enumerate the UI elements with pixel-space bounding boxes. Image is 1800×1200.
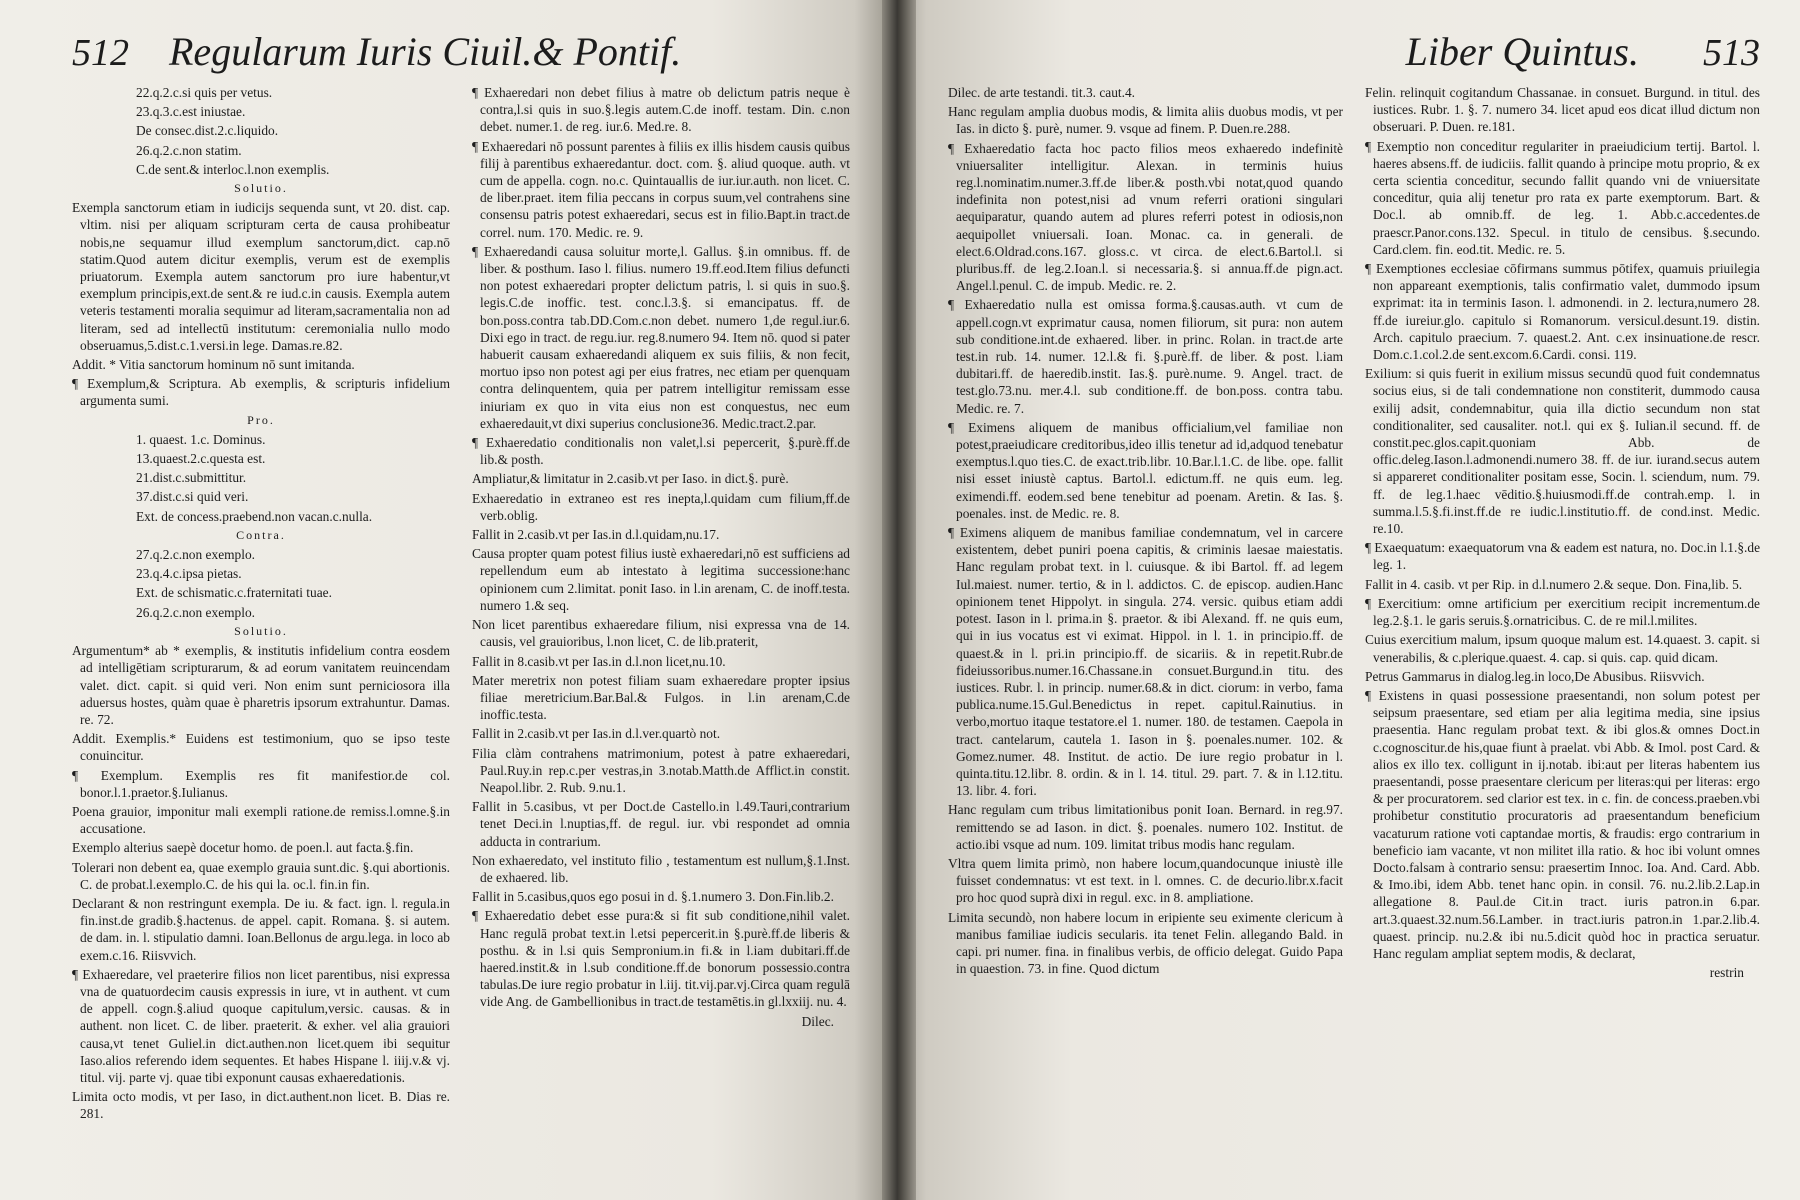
text-paragraph: restrin bbox=[1709, 965, 1744, 981]
text-paragraph: Dilec. de arte testandi. tit.3. caut.4. bbox=[948, 85, 1136, 100]
text-paragraph: Argumentum* ab * exemplis, & institutis infidelium contra eosdem ad intelligētiam scripturarum, & ad eorum vanitatem reuincendam valet. dict. capit. si quid veri. Non enim sunt perniciosora illa aduersus hostes, quàm quae è pharetris ipsorum extrahuntur. Damas. re. 72. bbox=[72, 643, 450, 727]
text-paragraph: Mater meretrix non potest filiam suam exhaeredare propter ipsius filiae meretricium.Bar.Bal.& Fulgos. in l.in arenam,C.de inoffic.testa. bbox=[472, 672, 850, 723]
text-paragraph: ¶ Exemplum. Exemplis res fit manifestior.de col. bonor.l.1.praetor.§.Iulianus. bbox=[72, 767, 450, 800]
text-paragraph: Poena grauior, imponitur mali exempli ratione.de remiss.l.omne.§.in accusatione. bbox=[72, 803, 450, 837]
text-paragraph: ¶ Eximens aliquem de manibus familiae condemnatum, vel in carcere existentem, debet puniri poena capitis, & criminis laesae maiestatis. Hanc regulam probat text. in l. cuiusque. & ibi Bartol. ff. ad legem Iul.maiest. numer. tertio, & in l. addictos. C. de episcop. audien.Hanc opinionem tenet Hippolyt. in singula. 274. versic. quibus etiam addi potest. Iason in l. prima.in §. praetor. & ibi Alexand. ff. ne quis eum, qui in ius vocatus est vi eximat. Hippol. in l. 1. in principio.ff. de quaest.& in l. pri.in principio.ff. de sicariis. & in repetit.Rubr.de fideiussoribus.numer.16.Chassane.in consuet.Burgund.in titu. des iustices. Rubr. l. in princip. numer.68.& in dict. ciorum: in verbo, fama publica.nume.15.Gul.Benedictus in repet. capitul.Rainutius. in verbo,mortuo itaque testatore.el 1. numer. 180. de testamen. Caepola in tract. cantelarum, cautela 1. Iason in §. poenales.numer. 102. & Gomez.numer. 48. Institut. de actio. De iure regio probatur in l. quinta.titu.12.libr. 8. ordin. & in l. 14. titul. 29. part. 7. & in l.12.titu. 13. libr. 4. fori. bbox=[948, 525, 1343, 799]
text-paragraph: 26.q.2.c.non exemplo. bbox=[136, 604, 256, 620]
text-paragraph: ¶ Exercitium: omne artificium per exercitium recipit incrementum.de leg.2.§.1. le garis seruis.§.ornatricibus. C. de re mil.l.milites. bbox=[1365, 595, 1760, 629]
left-page-header bbox=[72, 28, 850, 84]
text-paragraph: Tolerari non debent ea, quae exemplo grauia sunt.dic. §.qui abortionis. C. de probat.l.exemplo.C. de his qui la. oc.l. fin.in fin. bbox=[72, 859, 450, 892]
text-paragraph: Limita secundò, non habere locum in eripiente seu eximente clericum à manibus familiae iudicis secularis. ita tenet Felin. allegando Bald. in capi. pri numer. fina. in finalibus verbis, de officio delegat. Guido Papa in quaestion. 73. in fine. Quod dictum bbox=[948, 909, 1343, 977]
text-paragraph: Petrus Gammarus in dialog.leg.in loco,De Abusibus. Riisvvich. bbox=[1365, 668, 1705, 684]
text-paragraph: Contra. bbox=[236, 527, 286, 542]
right-column-2 bbox=[1365, 84, 1760, 1164]
text-paragraph: Exilium: si quis fuerit in exilium missus secundū quod fuit condemnatus socius eius, si de tali condemnatione non constiterit, dummodo causa exilij adsit, condemnabitur, quia illa dictio secundum non stat conditionaliter, sed causaliter. not.l. qui ex §. Iulian.il secund. ff. de constit.pec.glos.capit.quoniam Abb. de offic.deleg.Iason.l.admonendi.numero 38. ff. de iur. iurand.secus autem si appareret conditionaliter positam esse, Socin. l. sciendum, num. 79. ff. de leg.1.haec vēditio.§.huiusmodi.ff.de contrah.emp. l. in summa.l.5.§.fi.inst.ff.de re iudic.l.institutio.ff. de cond.inst. Medic. re.10. bbox=[1365, 366, 1760, 537]
text-paragraph: ¶ Eximens aliquem de manibus officialium,vel familiae non potest,praeiudicare creditoribus,ideo illis tenetur ad id,adquod tenebatur exemptus.l.quo ties.C. de exact.trib.libr. 10.Bar.l.1.C. de libe. ope. fallit nisi esset iniustè captus. Bartol.l. edictum.ff. ne quis eum. leg. eximendi.ff. eodem.sed bene tenebitur ad poenam. Aretin. & Ias. §. poenales. inst. de Medic. re. 8. bbox=[948, 419, 1343, 521]
text-paragraph: 1. quaest. 1.c. Dominus. bbox=[136, 431, 266, 447]
text-paragraph: Exemplo alterius saepè docetur homo. de poen.l. aut facta.§.fin. bbox=[72, 840, 414, 856]
text-paragraph: Hanc regulam cum tribus limitationibus ponit Ioan. Bernard. in reg.97. remittendo se ad Iason. in dict. §. poenales. numero 102. Institut. de actio.ibi vsque ad num. 109. limitat tribus modis hanc regulam. bbox=[948, 802, 1343, 852]
text-paragraph: 23.q.4.c.ipsa pietas. bbox=[136, 566, 242, 582]
text-paragraph: 13.quaest.2.c.questa est. bbox=[136, 451, 266, 467]
text-paragraph: 21.dist.c.submittitur. bbox=[136, 470, 247, 486]
text-paragraph: ¶ Exhaeredandi causa soluitur morte,l. Gallus. §.in omnibus. ff. de liber. & posthum. Iaso l. filius. numero 19.ff.eod.Item filius defuncti non potest exhaeredari propter delictum patris, l. si quis in suo.§. legis.C.de inoffic. test. conc.l.3.§. si emancipatus. ff. de bon.poss.contra tab.DD.Com.c.non debet. numero 1,de regul.iur.6. Dixi ego in tract. de regu.iur. reg.8.numero 94. Item nō. quod si pater habuerit causam exhaeredandi aliquem ex suis filiis, & non fecit, mortuo ipso non potest agi per eius fratres, nec etiam per quenquam contra delinquentem, quia per patrem intelligitur remissam esse iniuriam ex quo in vita eius non est conquestus, nec eum exhaeredauit,vt dixi superius conclusione36. Medic.tract.2.par. bbox=[472, 243, 850, 431]
text-paragraph: Fallit in 5.casibus,quos ego posui in d. §.1.numero 3. Don.Fin.lib.2. bbox=[472, 889, 834, 905]
left-column-1 bbox=[72, 84, 450, 1164]
text-paragraph: Ampliatur,& limitatur in 2.casib.vt per Iaso. in dict.§. purè. bbox=[472, 471, 789, 487]
text-paragraph: Addit. Exemplis.* Euidens est testimonium, quo se ipso teste conuincitur. bbox=[72, 731, 450, 764]
text-paragraph: Fallit in 4. casib. vt per Rip. in d.l.numero 2.& seque. Don. Fina,lib. 5. bbox=[1365, 576, 1743, 592]
text-paragraph: ¶ Exhaeredari non debet filius à matre ob delictum patris neque è contra,l.si quis in suo.§.legis autem.C.de inoff. testam. Din. c.non debet. numer.1. de reg. iur.6. Med.re. 8. bbox=[472, 85, 850, 135]
left-page bbox=[0, 0, 890, 1200]
text-paragraph: Solutio. bbox=[234, 623, 288, 638]
text-paragraph: 22.q.2.c.si quis per vetus. bbox=[136, 85, 273, 100]
text-paragraph: Ext. de concess.praebend.non vacan.c.nulla. bbox=[136, 508, 373, 524]
text-paragraph: ¶ Exemptio non conceditur regulariter in praeiudicium tertij. Bartol. l. haeres absens.ff. de iudiciis. fallit quando à principe motu proprio, & ex certa scientia conceditur, secundo fallit quando vni de vniuersitate conceditur, quia alij tenetur pro rata ex parte exemptorum. Bart. & Doc.l. ab omnib.ff. de leg. 1. Abb.c.accedentes.de praescr.Panor.cons.132. Specul. in titulo de censibus. §.secundo. Card.clem. fin. eod.tit. Medic. re. 5. bbox=[1365, 138, 1760, 257]
text-paragraph: Filia clàm contrahens matrimonium, potest à patre exhaeredari, Paul.Ruy.in rep.c.per vestras,in 3.notab.Matth.de Afflict.in constit. Neapol.libr. 2. Rub. 9.nu.1. bbox=[472, 745, 850, 795]
text-paragraph: ¶ Exhaeredatio conditionalis non valet,l.si pepercerit, §.purè.ff.de lib.& posth. bbox=[472, 435, 850, 468]
text-paragraph: Non licet parentibus exhaeredare filium, nisi expressa vna de 14. causis, vel grauioribus, l.non licet, C. de lib.praterit, bbox=[472, 617, 850, 650]
text-paragraph: Fallit in 8.casib.vt per Ias.in d.l.non licet,nu.10. bbox=[472, 653, 726, 669]
text-paragraph: ¶ Exhaeredatio nulla est omissa forma.§.causas.auth. vt cum de appell.cogn.vt exprimatur causa, nomen filiorum, sit pura: non autem sub conditione.int.de exhaered. liber. in princ. Rolan. in tract.de arte test.in rub. 14. numer. 12.l.& fi. §.purè.ff. de liber. & post. l.iam dubitari.ff. de haeredib.instit. Ias.§. purè.nume. 9. Angel. tract. de test.glo.73.nu. mer.4.l. sub conditione.ff. de bon.poss. contra tabu. Medic. re. 7. bbox=[948, 297, 1343, 416]
running-head: Regularum Iuris Ciuil.& Pontif. bbox=[169, 29, 682, 74]
text-paragraph: Hanc regulam amplia duobus modis, & limita aliis duobus modis, vt per Ias. in dicto §. purè, numer. 9. vsque ad finem. P. Duen.re.288. bbox=[948, 104, 1343, 137]
text-paragraph: Fallit in 2.casib.vt per Ias.in d.l.quidam,nu.17. bbox=[472, 527, 720, 543]
text-paragraph: Solutio. bbox=[234, 181, 288, 196]
text-paragraph: 23.q.3.c.est iniustae. bbox=[136, 104, 246, 120]
right-page-header bbox=[948, 28, 1760, 84]
running-head: Liber Quintus. bbox=[1405, 29, 1639, 74]
right-page bbox=[890, 0, 1800, 1200]
text-paragraph: C.de sent.& interloc.l.non exemplis. bbox=[136, 161, 330, 177]
text-paragraph: ¶ Exhaeredari nō possunt parentes à filiis ex illis hisdem causis quibus filij à parentibus exhaeredantur. doct. com. §. aliud quoque. auth. vt cum de appella. cogn. no.c. Quintauallis de iur.iur.auth. non licet. C. de liber.praet. item filia peccans in corpus suum,vel contrahens sine consensu patris potest exhaeredari, secus est in filio.Bapt.in tract.de correl. num. 170. Medic. re. 9. bbox=[472, 138, 850, 240]
text-paragraph: Declarant & non restringunt exempla. De iu. & fact. ign. l. regula.in fin.inst.de gradib.§.hactenus. de appel. capit. Romana. §. si autem. de dam. in. l. stipulatio damni. Ioan.Bellonus de argu.lega. in loco ab exem.c.16. Riisvvich. bbox=[72, 895, 450, 963]
text-paragraph: 27.q.2.c.non exemplo. bbox=[136, 547, 256, 563]
page-number: 513 bbox=[1703, 32, 1760, 74]
text-paragraph: Causa propter quam potest filius iustè exhaeredari,nō est sufficiens ad repellendum eum ab intestato à legitima successione:hanc opinionem cum 2.limitat. ponit Iaso. in l.in arenam, C. de inoff.testa. numero 1.& seq. bbox=[472, 546, 850, 613]
left-column-2 bbox=[472, 84, 850, 1164]
page-number: 512 bbox=[72, 32, 129, 74]
text-paragraph: ¶ Exemplum,& Scriptura. Ab exemplis, & scripturis infidelium argumenta sumi. bbox=[72, 376, 450, 409]
text-paragraph: Dilec. bbox=[801, 1013, 834, 1029]
text-paragraph: De consec.dist.2.c.liquido. bbox=[136, 123, 279, 139]
text-paragraph: Non exhaeredato, vel instituto filio , testamentum est nullum,§.1.Inst. de exhaered. lib. bbox=[472, 852, 850, 885]
text-paragraph: Cuius exercitium malum, ipsum quoque malum est. 14.quaest. 3. capit. si venerabilis, & c.plerique.quaest. 4. cap. si quis. cap. quid dicam. bbox=[1365, 632, 1760, 665]
text-paragraph: Limita octo modis, vt per Iaso, in dict.authent.non licet. B. Dias re. 281. bbox=[72, 1089, 450, 1122]
text-paragraph: 26.q.2.c.non statim. bbox=[136, 142, 242, 158]
text-paragraph: ¶ Exemptiones ecclesiae cōfirmans summus pōtifex, quamuis priuilegia non appareant exemptionis, talis confirmatio valet, dummodo ipsum exprimat: ita in terminis Iason. l. admonendi. in 2. lectura,numero 28. ff.de iureiur.glo. capitulo si Romanorum. versicul.desunt.19. distin. Arch. capitulo praecium. 7. quaest.2. Ant. c.ex insinuatione.de rescr. Dom.c.1.col.2.de sent.excom.6.Cardi. consi. 119. bbox=[1365, 261, 1760, 363]
text-paragraph: ¶ Exhaeredare, vel praeterire filios non licet parentibus, nisi expressa vna de quatuordecim causis expressis in iure, vt in authent. vt cum de appell. cogn.§.aliud quoque capitulum,versic. causas. & in authent. non licet. C. de liber. praeterit. & exher. vel alia grauiori causa,vt tenet Guliel.in dict.authen.non licet.quem ibi sequitur Iaso.alios referendo idem sequentes. Et habes Hispane l. iiij.v.& vj. titul. vij. parte vj. quae tibi exponunt causas exhaeredationis. bbox=[72, 966, 450, 1085]
text-paragraph: Addit. * Vitia sanctorum hominum nō sunt imitanda. bbox=[72, 357, 355, 373]
text-paragraph: 37.dist.c.si quid veri. bbox=[136, 489, 249, 505]
book-gutter bbox=[882, 0, 916, 1200]
text-paragraph: ¶ Exaequatum: exaequatorum vna & eadem est natura, no. Doc.in l.1.§.de leg. 1. bbox=[1365, 540, 1760, 573]
text-paragraph: ¶ Existens in quasi possessione praesentandi, non solum potest per seipsum praesentare, sed etiam per alia legitima media, sine ipsius praesentia. Hanc regulam probat text. & ibi glos.& omnes Doct.in c.cognoscitur.de his,quae fiunt à praelat. vbi Abb. & Imol. post Card. & alios ex illo tex. colligunt in ij.notab. ibi:aut per literas habentem ius praesentandi, posse praesentare clericum per literas:qui per literas: ergo & per procuratorem. sed clarior est tex. in c. fin. de concess.praeben.vbi prohibetur constitutio procuratoris ad praesentandum beneficium vacaturum ratione voti captandae mortis, & fraudis: ergo contrarium in beneficio iam vacante, vt non militet illa ratio. & hoc ibi volunt omnes Docto.falsam à contrario sensu: praesertim Innoc. Ioa. And. Card. Abb. & Imo.ibi, idem Abb. tenet hanc opin. in consil. 76. nu.2.lib.2.Lap.in allegatione 8. Paul.de Cit.in tract. iuris patron.in 6.par. art.3.quaest.32.num.56.Lamber. in tract.iuris patron.in 1.par.2.lib.4. quaest. princip. nu.2.& ibi nu.5.dicit quòd hoc in practica seruatur. Hanc regulam ampliat septem modis, & declarat, bbox=[1365, 687, 1760, 961]
text-paragraph: Exhaeredatio in extraneo est res inepta,l.quidam cum filium,ff.de verb.oblig. bbox=[472, 490, 850, 523]
text-paragraph: Ext. de schismatic.c.fraternitati tuae. bbox=[136, 585, 332, 601]
text-paragraph: Fallit in 5.casibus, vt per Doct.de Castello.in l.49.Tauri,contrarium tenet Deci.in l.nuptias,ff. de regul. iur. vbi respondet ad omnia adducta in contrarium. bbox=[472, 799, 850, 849]
text-paragraph: Pro. bbox=[247, 412, 275, 427]
text-paragraph: Fallit in 2.casib.vt per Ias.in d.l.ver.quartò not. bbox=[472, 726, 721, 742]
text-paragraph: Felin. relinquit cogitandum Chassanae. in consuet. Burgund. in titul. des iustices. Rubr. 1. §. 7. numero 34. licet apud eos dicat illud dictum non obseruari. P. Duen. re.181. bbox=[1365, 85, 1760, 135]
text-paragraph: ¶ Exhaeredatio facta hoc pacto filios meos exhaeredo indefinitè vniuersaliter intelligitur. Alexan. in terminis huius reg.l.nominatim.numer.3.ff.de liber.& posth.vbi notat,quod quando indefinita non potest,nisi ad vnum referri orationi singulari aequiparatur, quando autem ad plures referri potest in odiosis,non aequipollet vniuersali. Ioan. Monac. ca. in generali. de elect.6.Oldrad.cons.167. gloss.c. vt circa. de elect.6.Bartol.l. si pluribus.ff. de leg.2.Ioan.l. si necessaria.§. si annua.ff.de pign.act. Angel.l.penul. C. de impub. Medic. re. 2. bbox=[948, 140, 1343, 294]
text-paragraph: ¶ Exhaeredatio debet esse pura:& si fit sub conditione,nihil valet. Hanc regulā probat text.in l.etsi pepercerit.in §.purè.ff.de liberis & posthu. & in l.si quis Sempronium.in fi.& in l.iam dubitari.ff.de haered.instit.& in l.sub conditione.ff.de bonorum possessio.contra tabulas.De iure regio probatur in l.iij. tit.vij.par.vj.Circa quam regulā vide Ang. de Gambellionibus in tract.de testamētis.in gl.lxxiij. nu. 4. bbox=[472, 908, 850, 1010]
text-paragraph: Vltra quem limita primò, non habere locum,quandocunque iniustè ille fuisset condemnatus: vt est text. in l. omnes. C. de decurio.libr.x.facit pro hoc quod suprà dixi in regul. exc. in 8. ampliatione. bbox=[948, 855, 1343, 906]
right-column-1 bbox=[948, 84, 1343, 1164]
text-paragraph: Exempla sanctorum etiam in iudicijs sequenda sunt, vt 20. dist. cap. vltim. nisi per aliquam scripturam certa de causa prohibeatur nobis,ne sequamur illud exemplum sanctorum,dict. cap.nō statim.Quod autem dicitur exemplis, verum est de exemplis priuatorum. Exempla autem sanctorum pro iure habentur,vt exemplum principis,ext.de sent.& re iud.c.in causis. Exempla autem veteris testamenti moralia sequimur ad literam,sacramentalia non ad literam, sed ad intellectū institutum: ceremonialia nullo modo obseruamus,5.dist.c.1.versi.in lege. Damas.re.82. bbox=[72, 200, 450, 353]
